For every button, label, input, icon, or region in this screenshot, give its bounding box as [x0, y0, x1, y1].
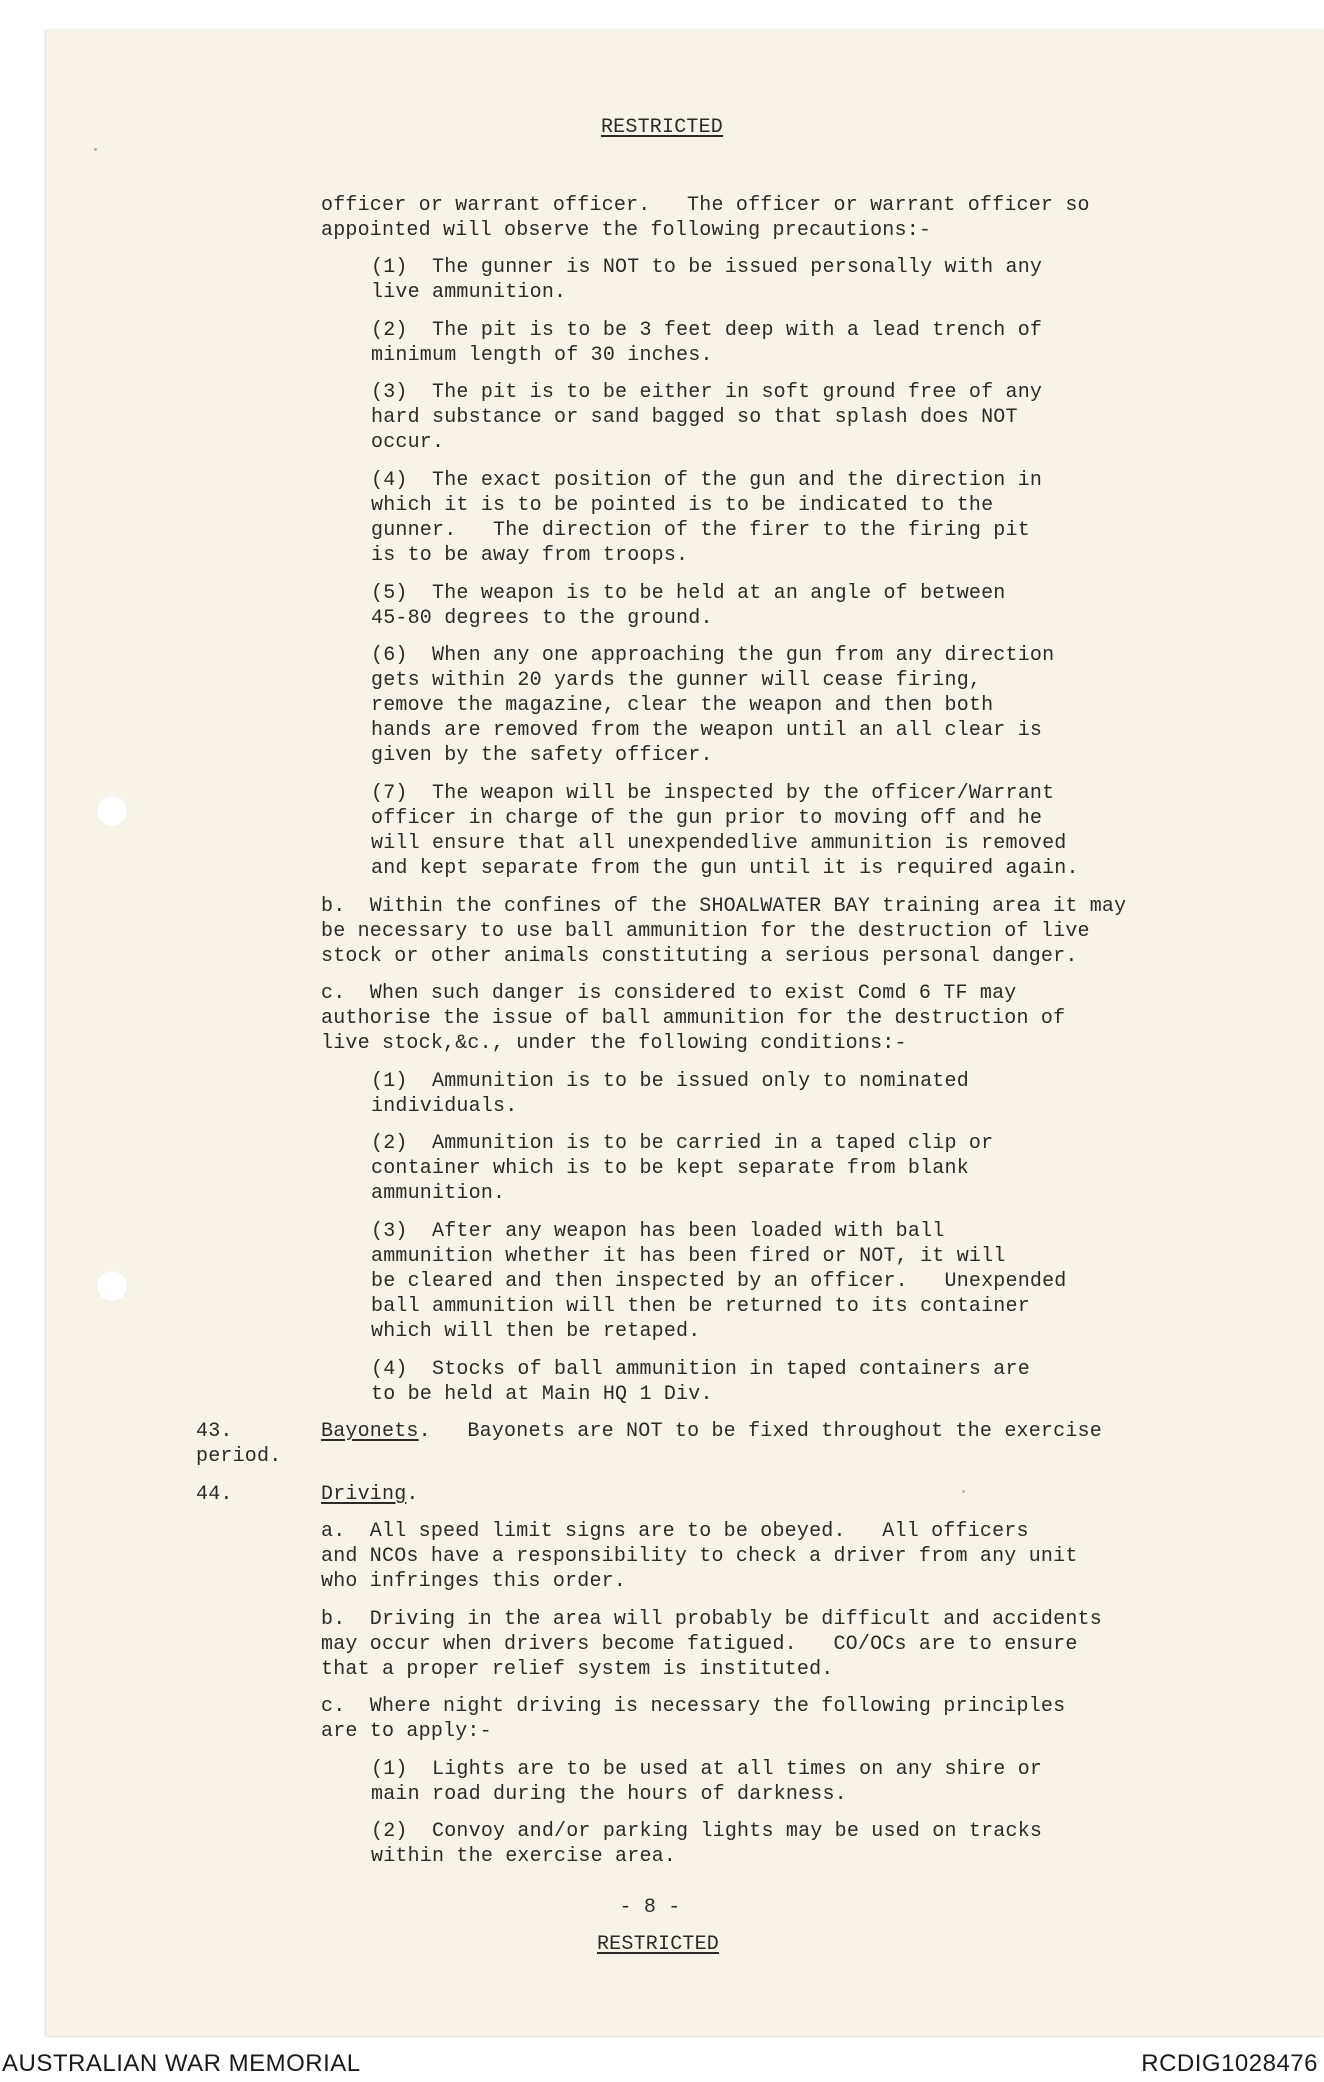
archive-source: AUSTRALIAN WAR MEMORIAL	[2, 2050, 361, 2077]
para-43-heading-line	[321, 1419, 1102, 1444]
precaution-line: and kept separate from the gun until it is required again.	[371, 857, 1079, 880]
precaution-line: which it is to be pointed is to be indicated to the	[371, 494, 994, 517]
page-number: - 8 -	[619, 1896, 681, 1919]
para-number: 43.	[196, 1420, 233, 1443]
intro-line: officer or warrant officer. The officer or warrant officer so	[321, 194, 1090, 217]
precaution-line: is to be away from troops.	[371, 544, 689, 567]
para-44-heading-line	[321, 1482, 419, 1507]
paper-speck	[962, 1490, 965, 1493]
para-44-b-line: that a proper relief system is instituted.	[321, 1658, 834, 1681]
para-b-line: b. Within the confines of the SHOALWATER BAY training area it may	[321, 895, 1127, 918]
para-43-continuation: period.	[196, 1445, 282, 1468]
precaution-line: (4) The exact position of the gun and the direction in	[371, 469, 1043, 492]
precaution-line: (3) The pit is to be either in soft ground free of any	[371, 381, 1043, 404]
condition-line: ammunition.	[371, 1182, 506, 1205]
precaution-line: hands are removed from the weapon until an all clear is	[371, 719, 1043, 742]
para-number: 44.	[196, 1483, 233, 1506]
condition-line: to be held at Main HQ 1 Div.	[371, 1383, 713, 1406]
para-heading: Bayonets	[321, 1420, 419, 1443]
precaution-line: hard substance or sand bagged so that splash does NOT	[371, 406, 1018, 429]
precaution-line: gets within 20 yards the gunner will cease firing,	[371, 669, 982, 692]
precaution-line: gunner. The direction of the firer to the firing pit	[371, 519, 1030, 542]
para-c-line: c. When such danger is considered to exist Comd 6 TF may	[321, 982, 1017, 1005]
intro-line: appointed will observe the following precautions:-	[321, 219, 932, 242]
para-b-line: be necessary to use ball ammunition for the destruction of live	[321, 920, 1090, 943]
condition-line: (2) Ammunition is to be carried in a taped clip or	[371, 1132, 994, 1155]
condition-line: (4) Stocks of ball ammunition in taped containers are	[371, 1358, 1030, 1381]
condition-line: container which is to be kept separate from blank	[371, 1157, 969, 1180]
condition-line: (1) Ammunition is to be issued only to nominated	[371, 1070, 969, 1093]
para-44-b-line: may occur when drivers become fatigued. CO/OCs are to ensure	[321, 1633, 1078, 1656]
para-c-line: live stock,&c., under the following conditions:-	[321, 1032, 907, 1055]
principle-line: (2) Convoy and/or parking lights may be used on tracks	[371, 1820, 1043, 1843]
punch-hole	[96, 795, 128, 827]
precaution-line: remove the magazine, clear the weapon and then both	[371, 694, 994, 717]
precaution-line: occur.	[371, 431, 445, 454]
para-44-c-line: c. Where night driving is necessary the following principles	[321, 1695, 1066, 1718]
para-44-c-line: are to apply:-	[321, 1720, 492, 1743]
precaution-line: 45-80 degrees to the ground.	[371, 607, 713, 630]
para-44-heading-end: .	[406, 1483, 419, 1506]
para-44-a-line: who infringes this order.	[321, 1570, 627, 1593]
para-heading: Driving	[321, 1483, 407, 1506]
condition-line: ball ammunition will then be returned to its container	[371, 1295, 1030, 1318]
precaution-line: (2) The pit is to be 3 feet deep with a lead trench of	[371, 319, 1043, 342]
precaution-line: officer in charge of the gun prior to moving off and he	[371, 807, 1043, 830]
condition-line: individuals.	[371, 1095, 518, 1118]
para-c-line: authorise the issue of ball ammunition for the destruction of	[321, 1007, 1066, 1030]
precaution-line: (6) When any one approaching the gun from any direction	[371, 644, 1055, 667]
principle-line: within the exercise area.	[371, 1845, 677, 1868]
principle-line: (1) Lights are to be used at all times on any shire or	[371, 1758, 1043, 1781]
precaution-line: (1) The gunner is NOT to be issued personally with any	[371, 256, 1043, 279]
principle-line: main road during the hours of darkness.	[371, 1783, 847, 1806]
precaution-line: will ensure that all unexpendedlive ammunition is removed	[371, 832, 1067, 855]
condition-line: which will then be retaped.	[371, 1320, 701, 1343]
condition-line: (3) After any weapon has been loaded with ball	[371, 1220, 945, 1243]
punch-hole	[96, 1270, 128, 1302]
precaution-line: given by the safety officer.	[371, 744, 713, 767]
para-44-a-line: a. All speed limit signs are to be obeyed. All officers	[321, 1520, 1029, 1543]
para-43-text: . Bayonets are NOT to be fixed throughout the exercise	[418, 1420, 1102, 1443]
precaution-line: minimum length of 30 inches.	[371, 344, 713, 367]
para-44-b-line: b. Driving in the area will probably be difficult and accidents	[321, 1608, 1102, 1631]
footer-classification: RESTRICTED	[596, 1933, 720, 1956]
precaution-line: live ammunition.	[371, 281, 567, 304]
archive-image-id: RCDIG1028476	[1141, 2050, 1318, 2077]
para-44-a-line: and NCOs have a responsibility to check a driver from any unit	[321, 1545, 1078, 1568]
precaution-line: (5) The weapon is to be held at an angle of between	[371, 582, 1006, 605]
condition-line: be cleared and then inspected by an officer. Unexpended	[371, 1270, 1067, 1293]
para-b-line: stock or other animals constituting a serious personal danger.	[321, 945, 1078, 968]
header-classification: RESTRICTED	[600, 116, 724, 139]
condition-line: ammunition whether it has been fired or NOT, it will	[371, 1245, 1006, 1268]
paper-speck	[94, 148, 97, 151]
precaution-line: (7) The weapon will be inspected by the officer/Warrant	[371, 782, 1055, 805]
